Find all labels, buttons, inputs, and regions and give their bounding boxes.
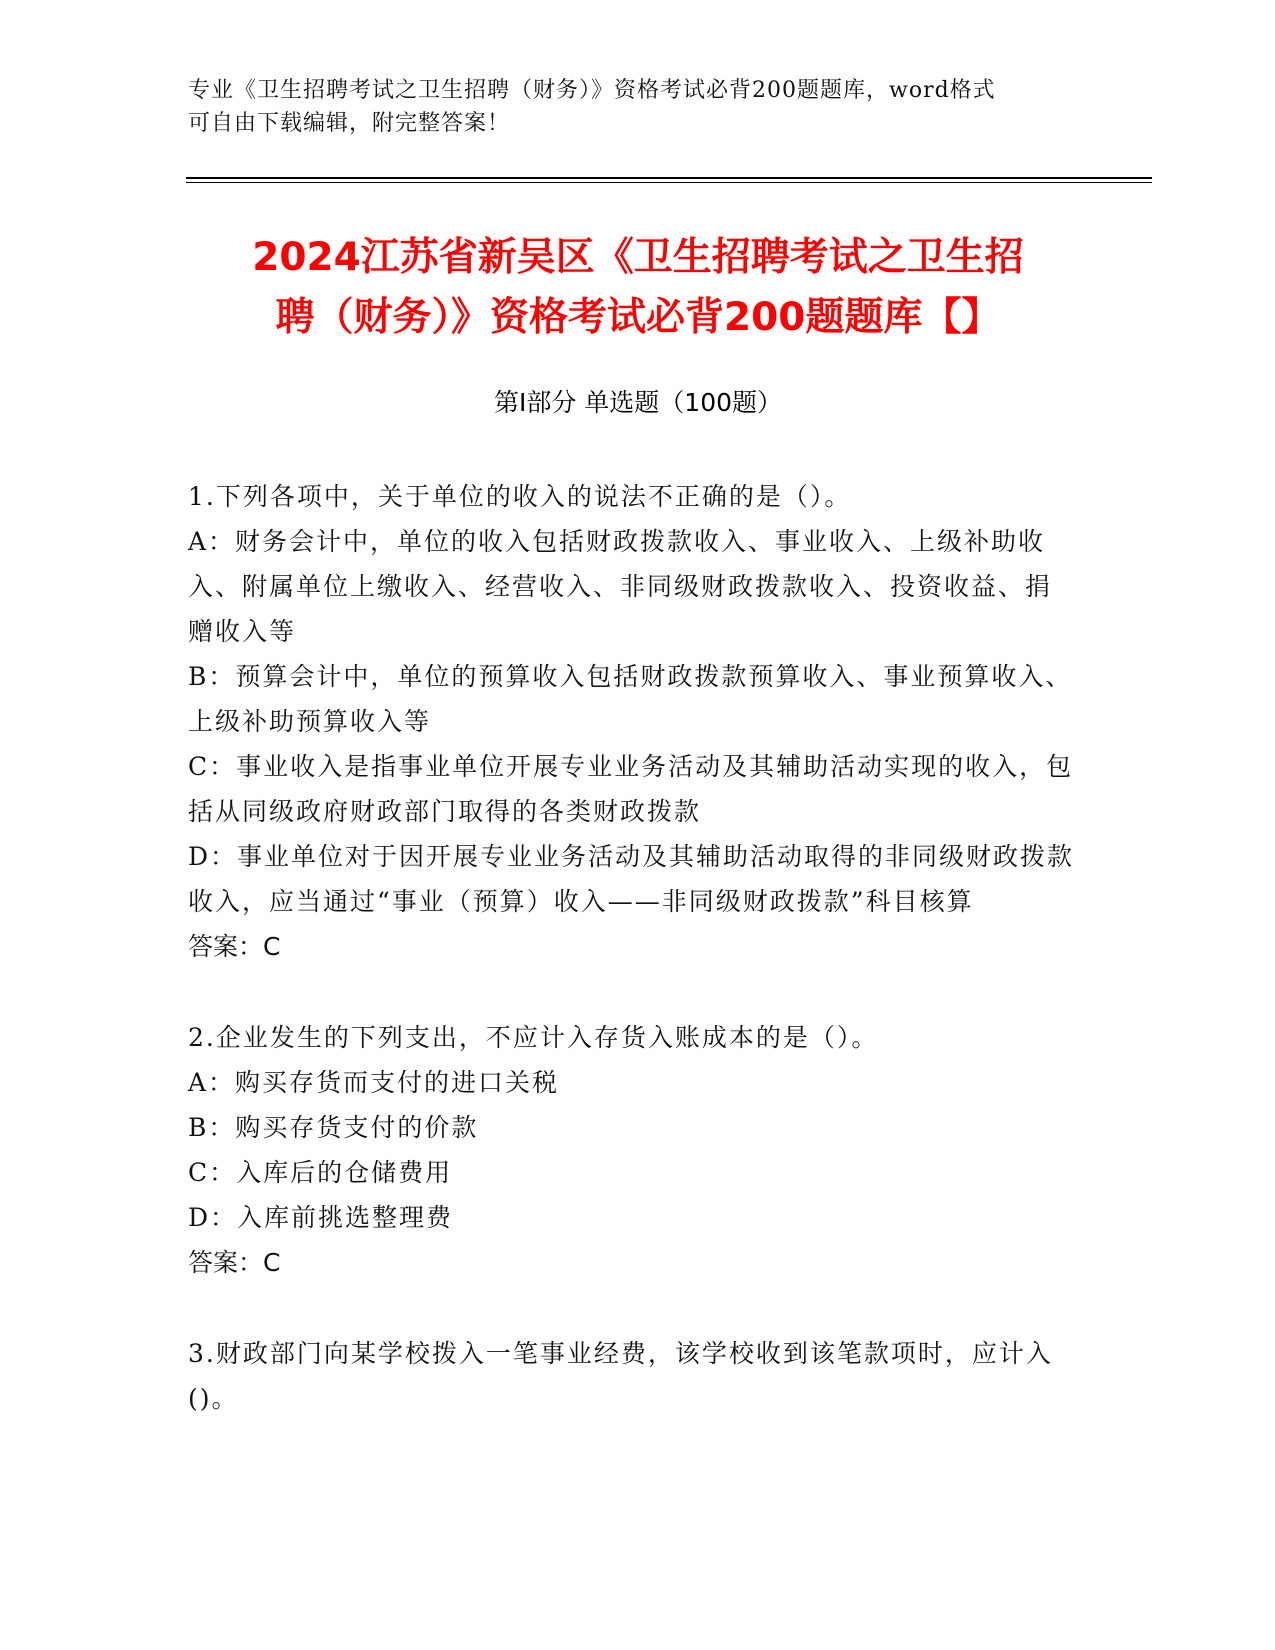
option-c: C：事业收入是指事业单位开展专业业务活动及其辅助活动实现的收入，包括从同级政府财政部门取得的各类财政拨款 [188,752,1074,826]
option-c: C：入库后的仓储费用 [188,1158,453,1187]
header-note-line-1: 专业《卫生招聘考试之卫生招聘（财务）》资格考试必背200题题库，word格式 [188,78,996,103]
option-a: A：购买存货而支付的进口关税 [188,1068,560,1097]
question-list [188,474,1078,1467]
document-title-line-2: 聘（财务）》资格考试必背200题题库【】 [275,295,1001,340]
question-stem: 1.下列各项中，关于单位的收入的说法不正确的是（）。 [188,482,852,511]
question-stem: 2.企业发生的下列支出，不应计入存货入账成本的是（）。 [188,1023,879,1052]
header-note [188,74,1068,140]
option-b: B：购买存货支付的价款 [188,1113,479,1142]
header-divider-thin [186,182,1152,183]
option-a: A：财务会计中，单位的收入包括财政拨款收入、事业收入、上级补助收入、附属单位上缴收入、经营收入、非同级财政拨款收入、投资收益、捐赠收入等 [188,527,1053,646]
option-d: D：事业单位对于因开展专业业务活动及其辅助活动取得的非同级财政拨款收入，应当通过“事业（预算）收入——非同级财政拨款”科目核算 [188,842,1075,916]
question-item [188,1015,1078,1285]
answer-label: 答案：C [188,932,281,961]
question-item [188,474,1078,969]
option-d: D：入库前挑选整理费 [188,1203,454,1232]
header-note-line-2: 可自由下载编辑，附完整答案！ [188,111,511,136]
question-item [188,1331,1078,1421]
section-heading: 第I部分 单选题（100题） [493,388,783,417]
header-divider-thick [186,177,1152,179]
option-b: B：预算会计中，单位的预算收入包括财政拨款预算收入、事业预算收入、上级补助预算收入等 [188,662,1073,736]
document-title-line-1: 2024江苏省新吴区《卫生招聘考试之卫生招 [252,235,1024,280]
question-stem: 3.财政部门向某学校拨入一笔事业经费，该学校收到该笔款项时，应计入()。 [188,1339,1053,1413]
document-title [188,228,1088,348]
answer-label: 答案：C [188,1248,281,1277]
